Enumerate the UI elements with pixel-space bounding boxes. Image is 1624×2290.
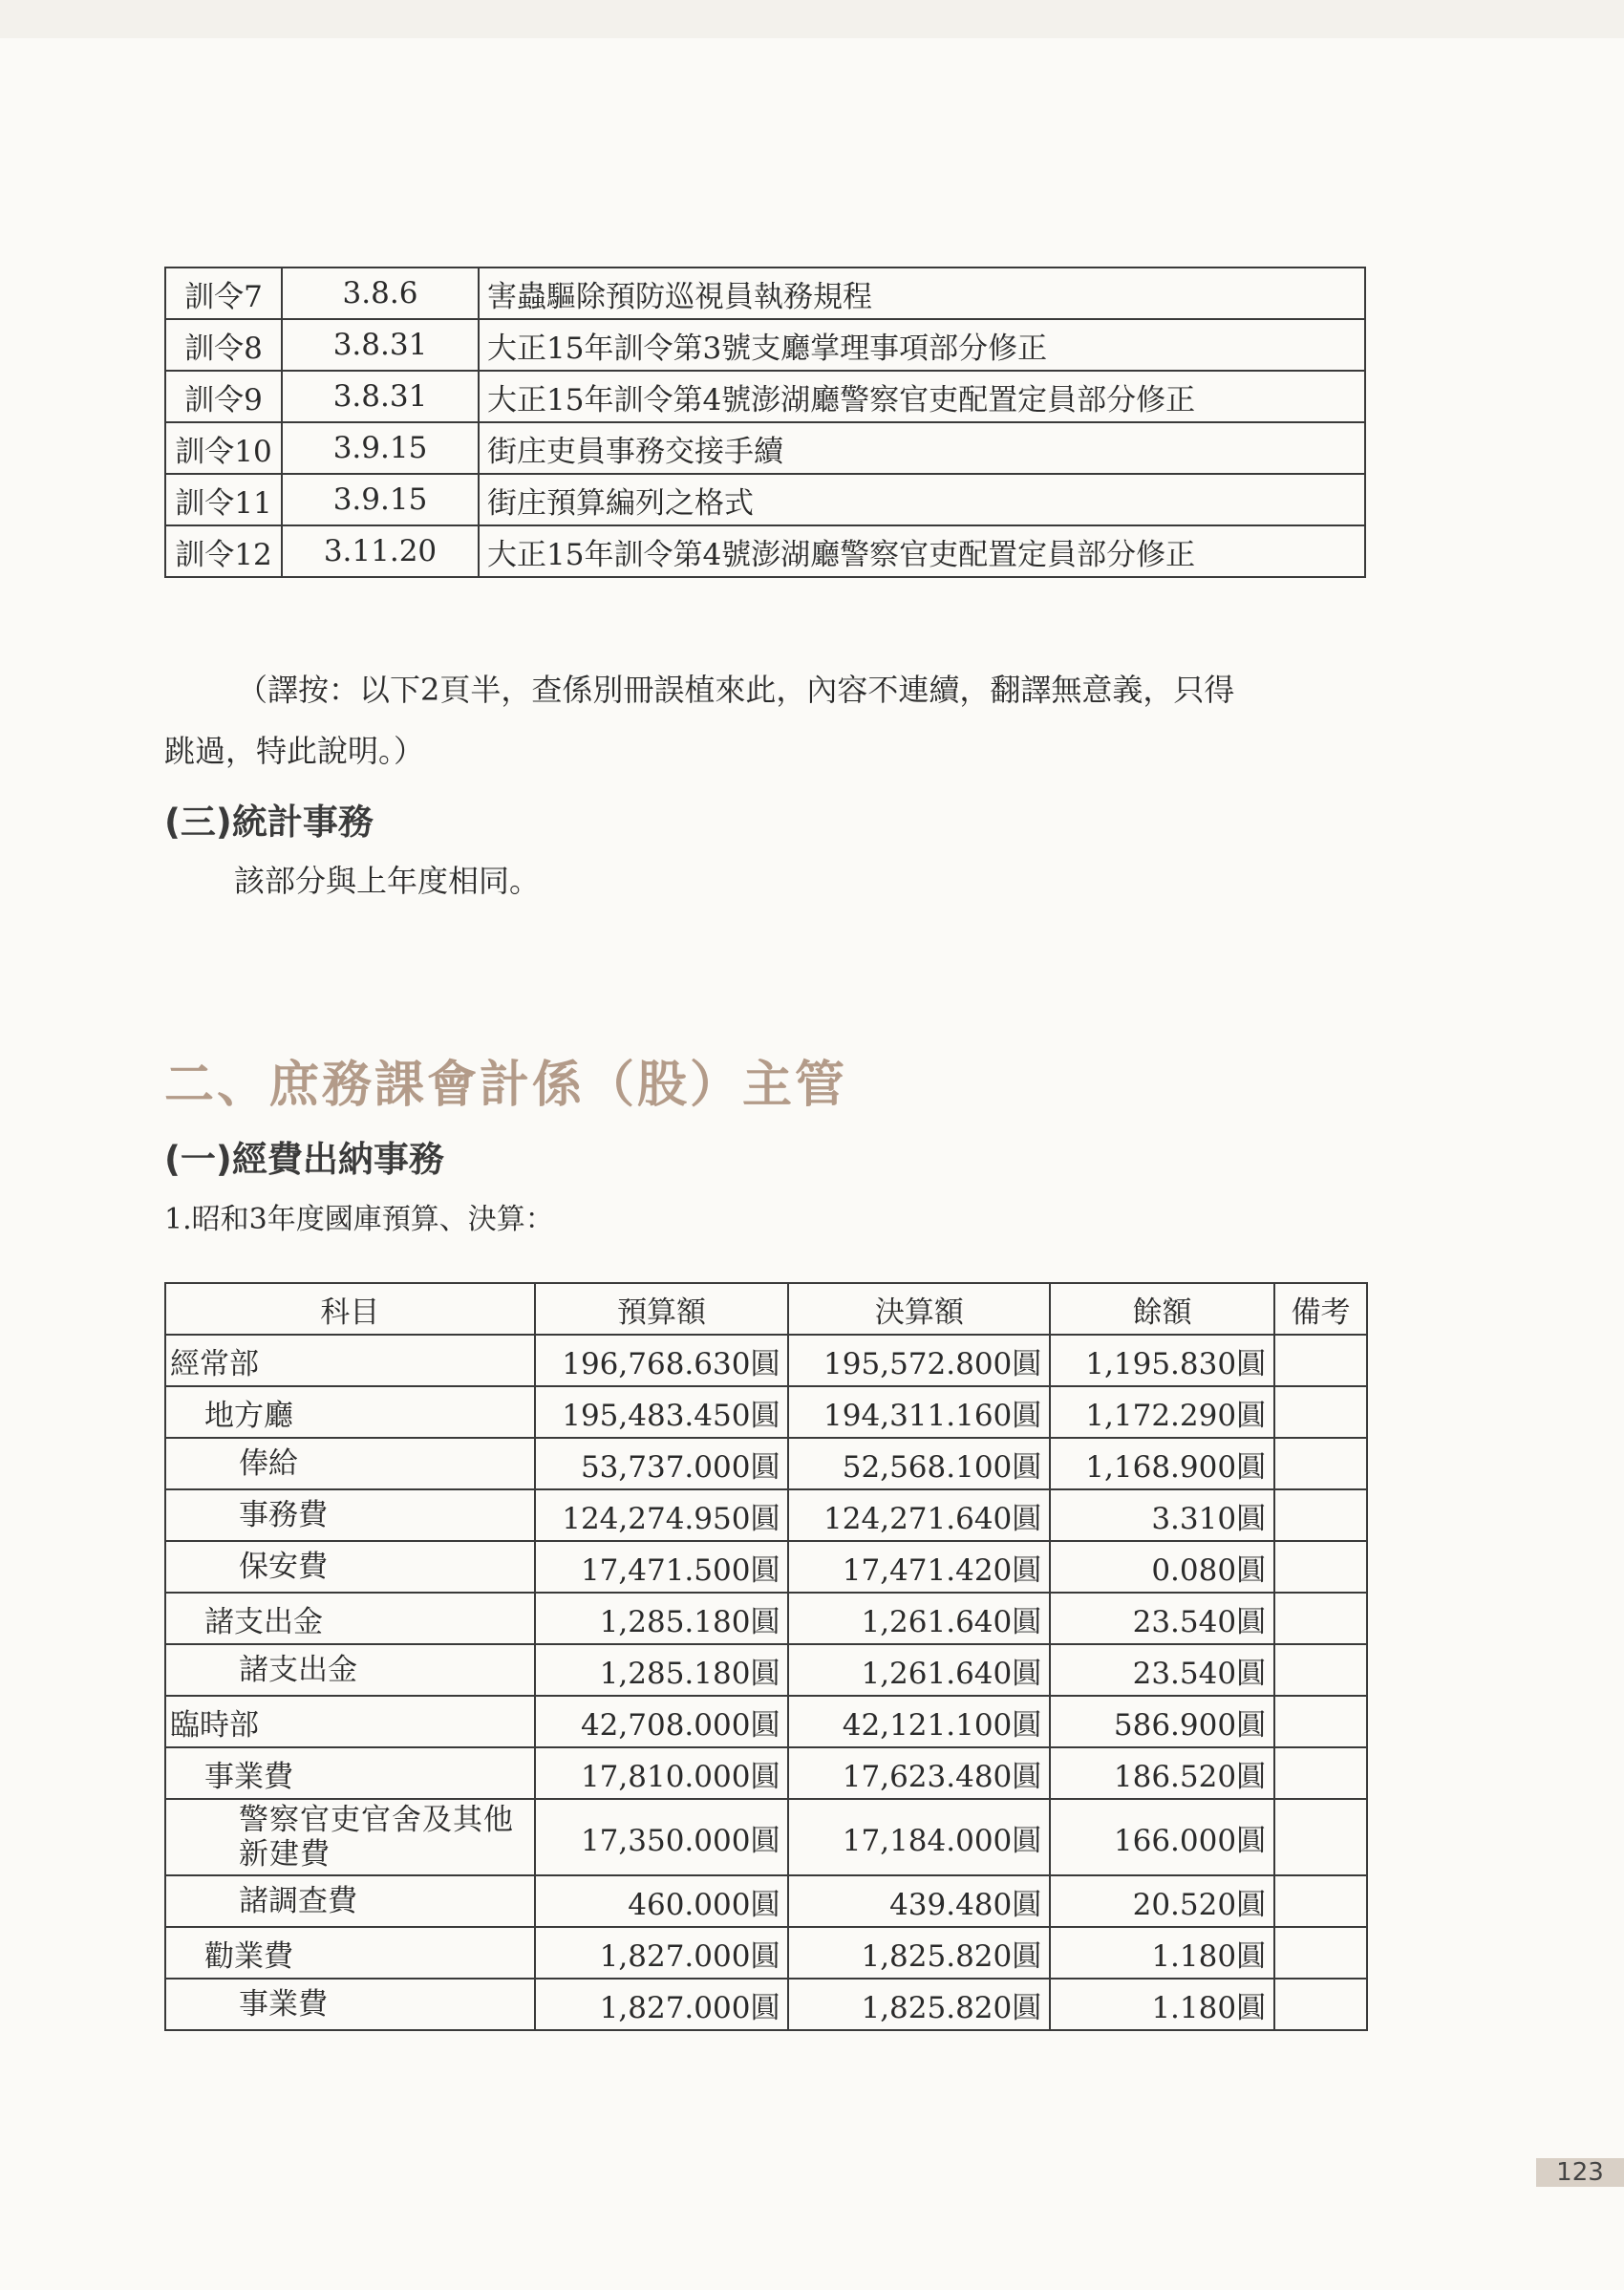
- remarks: [1274, 1747, 1367, 1799]
- order-title: 大正15年訓令第3號支廳掌理事項部分修正: [479, 319, 1365, 371]
- remarks: [1274, 1593, 1367, 1644]
- table-row: [165, 1875, 1367, 1927]
- translator-note: [164, 659, 1370, 781]
- item-name: 事業費: [165, 1747, 535, 1799]
- balance-amount: 1,172.290圓: [1050, 1386, 1274, 1438]
- budget-amount: 196,768.630圓: [535, 1335, 789, 1386]
- remarks: [1274, 1335, 1367, 1386]
- item-name: 諸支出金: [165, 1644, 535, 1696]
- column-header: 決算額: [788, 1283, 1050, 1335]
- order-number: 訓令7: [165, 268, 282, 319]
- table-row: [165, 268, 1365, 319]
- remarks: [1274, 1799, 1367, 1875]
- order-title: 街庄預算編列之格式: [479, 474, 1365, 525]
- page-number: 123: [1536, 2158, 1624, 2187]
- balance-amount: 1,195.830圓: [1050, 1335, 1274, 1386]
- order-date: 3.9.15: [282, 474, 479, 525]
- item-name: 俸給: [165, 1438, 535, 1489]
- budget-amount: 17,471.500圓: [535, 1541, 789, 1593]
- column-header: 預算額: [535, 1283, 789, 1335]
- order-date: 3.8.6: [282, 268, 479, 319]
- column-header: 餘額: [1050, 1283, 1274, 1335]
- column-header: 備考: [1274, 1283, 1367, 1335]
- balance-amount: 23.540圓: [1050, 1644, 1274, 1696]
- order-date: 3.11.20: [282, 525, 479, 577]
- table-row: [165, 1489, 1367, 1541]
- item-name: 經常部: [165, 1335, 535, 1386]
- settled-amount: 439.480圓: [788, 1875, 1050, 1927]
- item-name: 地方廳: [165, 1386, 535, 1438]
- table-row: [165, 422, 1365, 474]
- settled-amount: 1,261.640圓: [788, 1593, 1050, 1644]
- table-row: [165, 525, 1365, 577]
- item-name: 臨時部: [165, 1696, 535, 1747]
- balance-amount: 0.080圓: [1050, 1541, 1274, 1593]
- remarks: [1274, 1489, 1367, 1541]
- item-name: 保安費: [165, 1541, 535, 1593]
- item-name: 諸調查費: [165, 1875, 535, 1927]
- budget-amount: 460.000圓: [535, 1875, 789, 1927]
- item-name: 諸支出金: [165, 1593, 535, 1644]
- budget-amount: 124,274.950圓: [535, 1489, 789, 1541]
- settled-amount: 17,184.000圓: [788, 1799, 1050, 1875]
- section3-heading: (三)統計事務: [164, 802, 374, 843]
- table-row: [165, 1747, 1367, 1799]
- order-title: 大正15年訓令第4號澎湖廳警察官吏配置定員部分修正: [479, 525, 1365, 577]
- table-row: [165, 1541, 1367, 1593]
- remarks: [1274, 1696, 1367, 1747]
- settled-amount: 42,121.100圓: [788, 1696, 1050, 1747]
- budget-amount: 1,827.000圓: [535, 1927, 789, 1979]
- settled-amount: 17,471.420圓: [788, 1541, 1050, 1593]
- table-row: [165, 474, 1365, 525]
- budget-amount: 42,708.000圓: [535, 1696, 789, 1747]
- remarks: [1274, 1979, 1367, 2030]
- page-top-edge: [0, 0, 1624, 38]
- order-date: 3.9.15: [282, 422, 479, 474]
- table-row: [165, 371, 1365, 422]
- budget-amount: 17,810.000圓: [535, 1747, 789, 1799]
- translator-note-line1: （譯按：以下2頁半，查係別冊誤植來此，內容不連續，翻譯無意義，只得: [237, 672, 1235, 708]
- budget-amount: 53,737.000圓: [535, 1438, 789, 1489]
- settled-amount: 195,572.800圓: [788, 1335, 1050, 1386]
- remarks: [1274, 1541, 1367, 1593]
- budget-amount: 1,285.180圓: [535, 1644, 789, 1696]
- orders-table: [164, 267, 1366, 578]
- settled-amount: 1,261.640圓: [788, 1644, 1050, 1696]
- settled-amount: 124,271.640圓: [788, 1489, 1050, 1541]
- settled-amount: 1,825.820圓: [788, 1927, 1050, 1979]
- section1-heading: (一)經費出納事務: [164, 1139, 444, 1180]
- order-date: 3.8.31: [282, 319, 479, 371]
- table-row: [165, 1979, 1367, 2030]
- table-row: [165, 1799, 1367, 1875]
- item-name: 勸業費: [165, 1927, 535, 1979]
- order-number: 訓令8: [165, 319, 282, 371]
- table-row: [165, 319, 1365, 371]
- balance-amount: 1.180圓: [1050, 1927, 1274, 1979]
- budget-amount: 1,285.180圓: [535, 1593, 789, 1644]
- table-row: [165, 1386, 1367, 1438]
- order-number: 訓令11: [165, 474, 282, 525]
- column-header: 科目: [165, 1283, 535, 1335]
- remarks: [1274, 1386, 1367, 1438]
- item1-label: 1.昭和3年度國庫預算、決算：: [164, 1203, 554, 1236]
- balance-amount: 1.180圓: [1050, 1979, 1274, 2030]
- order-number: 訓令10: [165, 422, 282, 474]
- table-row: [165, 1593, 1367, 1644]
- order-number: 訓令9: [165, 371, 282, 422]
- balance-amount: 186.520圓: [1050, 1747, 1274, 1799]
- table-row: [165, 1696, 1367, 1747]
- balance-amount: 20.520圓: [1050, 1875, 1274, 1927]
- chapter-heading: 二、庶務課會計係（股）主管: [164, 1057, 848, 1114]
- settled-amount: 194,311.160圓: [788, 1386, 1050, 1438]
- translator-note-line2: 跳過，特此說明。）: [164, 733, 425, 769]
- item-name: 事業費: [165, 1979, 535, 2030]
- settled-amount: 17,623.480圓: [788, 1747, 1050, 1799]
- settled-amount: 52,568.100圓: [788, 1438, 1050, 1489]
- table-row: [165, 1927, 1367, 1979]
- remarks: [1274, 1927, 1367, 1979]
- order-title: 大正15年訓令第4號澎湖廳警察官吏配置定員部分修正: [479, 371, 1365, 422]
- item-name: 警察官吏官舍及其他新建費: [165, 1799, 535, 1875]
- order-title: 害蟲驅除預防巡視員執務規程: [479, 268, 1365, 319]
- order-title: 街庄吏員事務交接手續: [479, 422, 1365, 474]
- section3-text: 該部分與上年度相同。: [234, 863, 541, 899]
- remarks: [1274, 1438, 1367, 1489]
- item-name: 事務費: [165, 1489, 535, 1541]
- balance-amount: 3.310圓: [1050, 1489, 1274, 1541]
- table-header-row: [165, 1283, 1367, 1335]
- order-date: 3.8.31: [282, 371, 479, 422]
- balance-amount: 1,168.900圓: [1050, 1438, 1274, 1489]
- remarks: [1274, 1875, 1367, 1927]
- settled-amount: 1,825.820圓: [788, 1979, 1050, 2030]
- budget-amount: 1,827.000圓: [535, 1979, 789, 2030]
- balance-amount: 23.540圓: [1050, 1593, 1274, 1644]
- budget-amount: 17,350.000圓: [535, 1799, 789, 1875]
- budget-amount: 195,483.450圓: [535, 1386, 789, 1438]
- budget-table: [164, 1282, 1368, 2031]
- remarks: [1274, 1644, 1367, 1696]
- table-row: [165, 1438, 1367, 1489]
- balance-amount: 586.900圓: [1050, 1696, 1274, 1747]
- order-number: 訓令12: [165, 525, 282, 577]
- table-row: [165, 1335, 1367, 1386]
- balance-amount: 166.000圓: [1050, 1799, 1274, 1875]
- table-row: [165, 1644, 1367, 1696]
